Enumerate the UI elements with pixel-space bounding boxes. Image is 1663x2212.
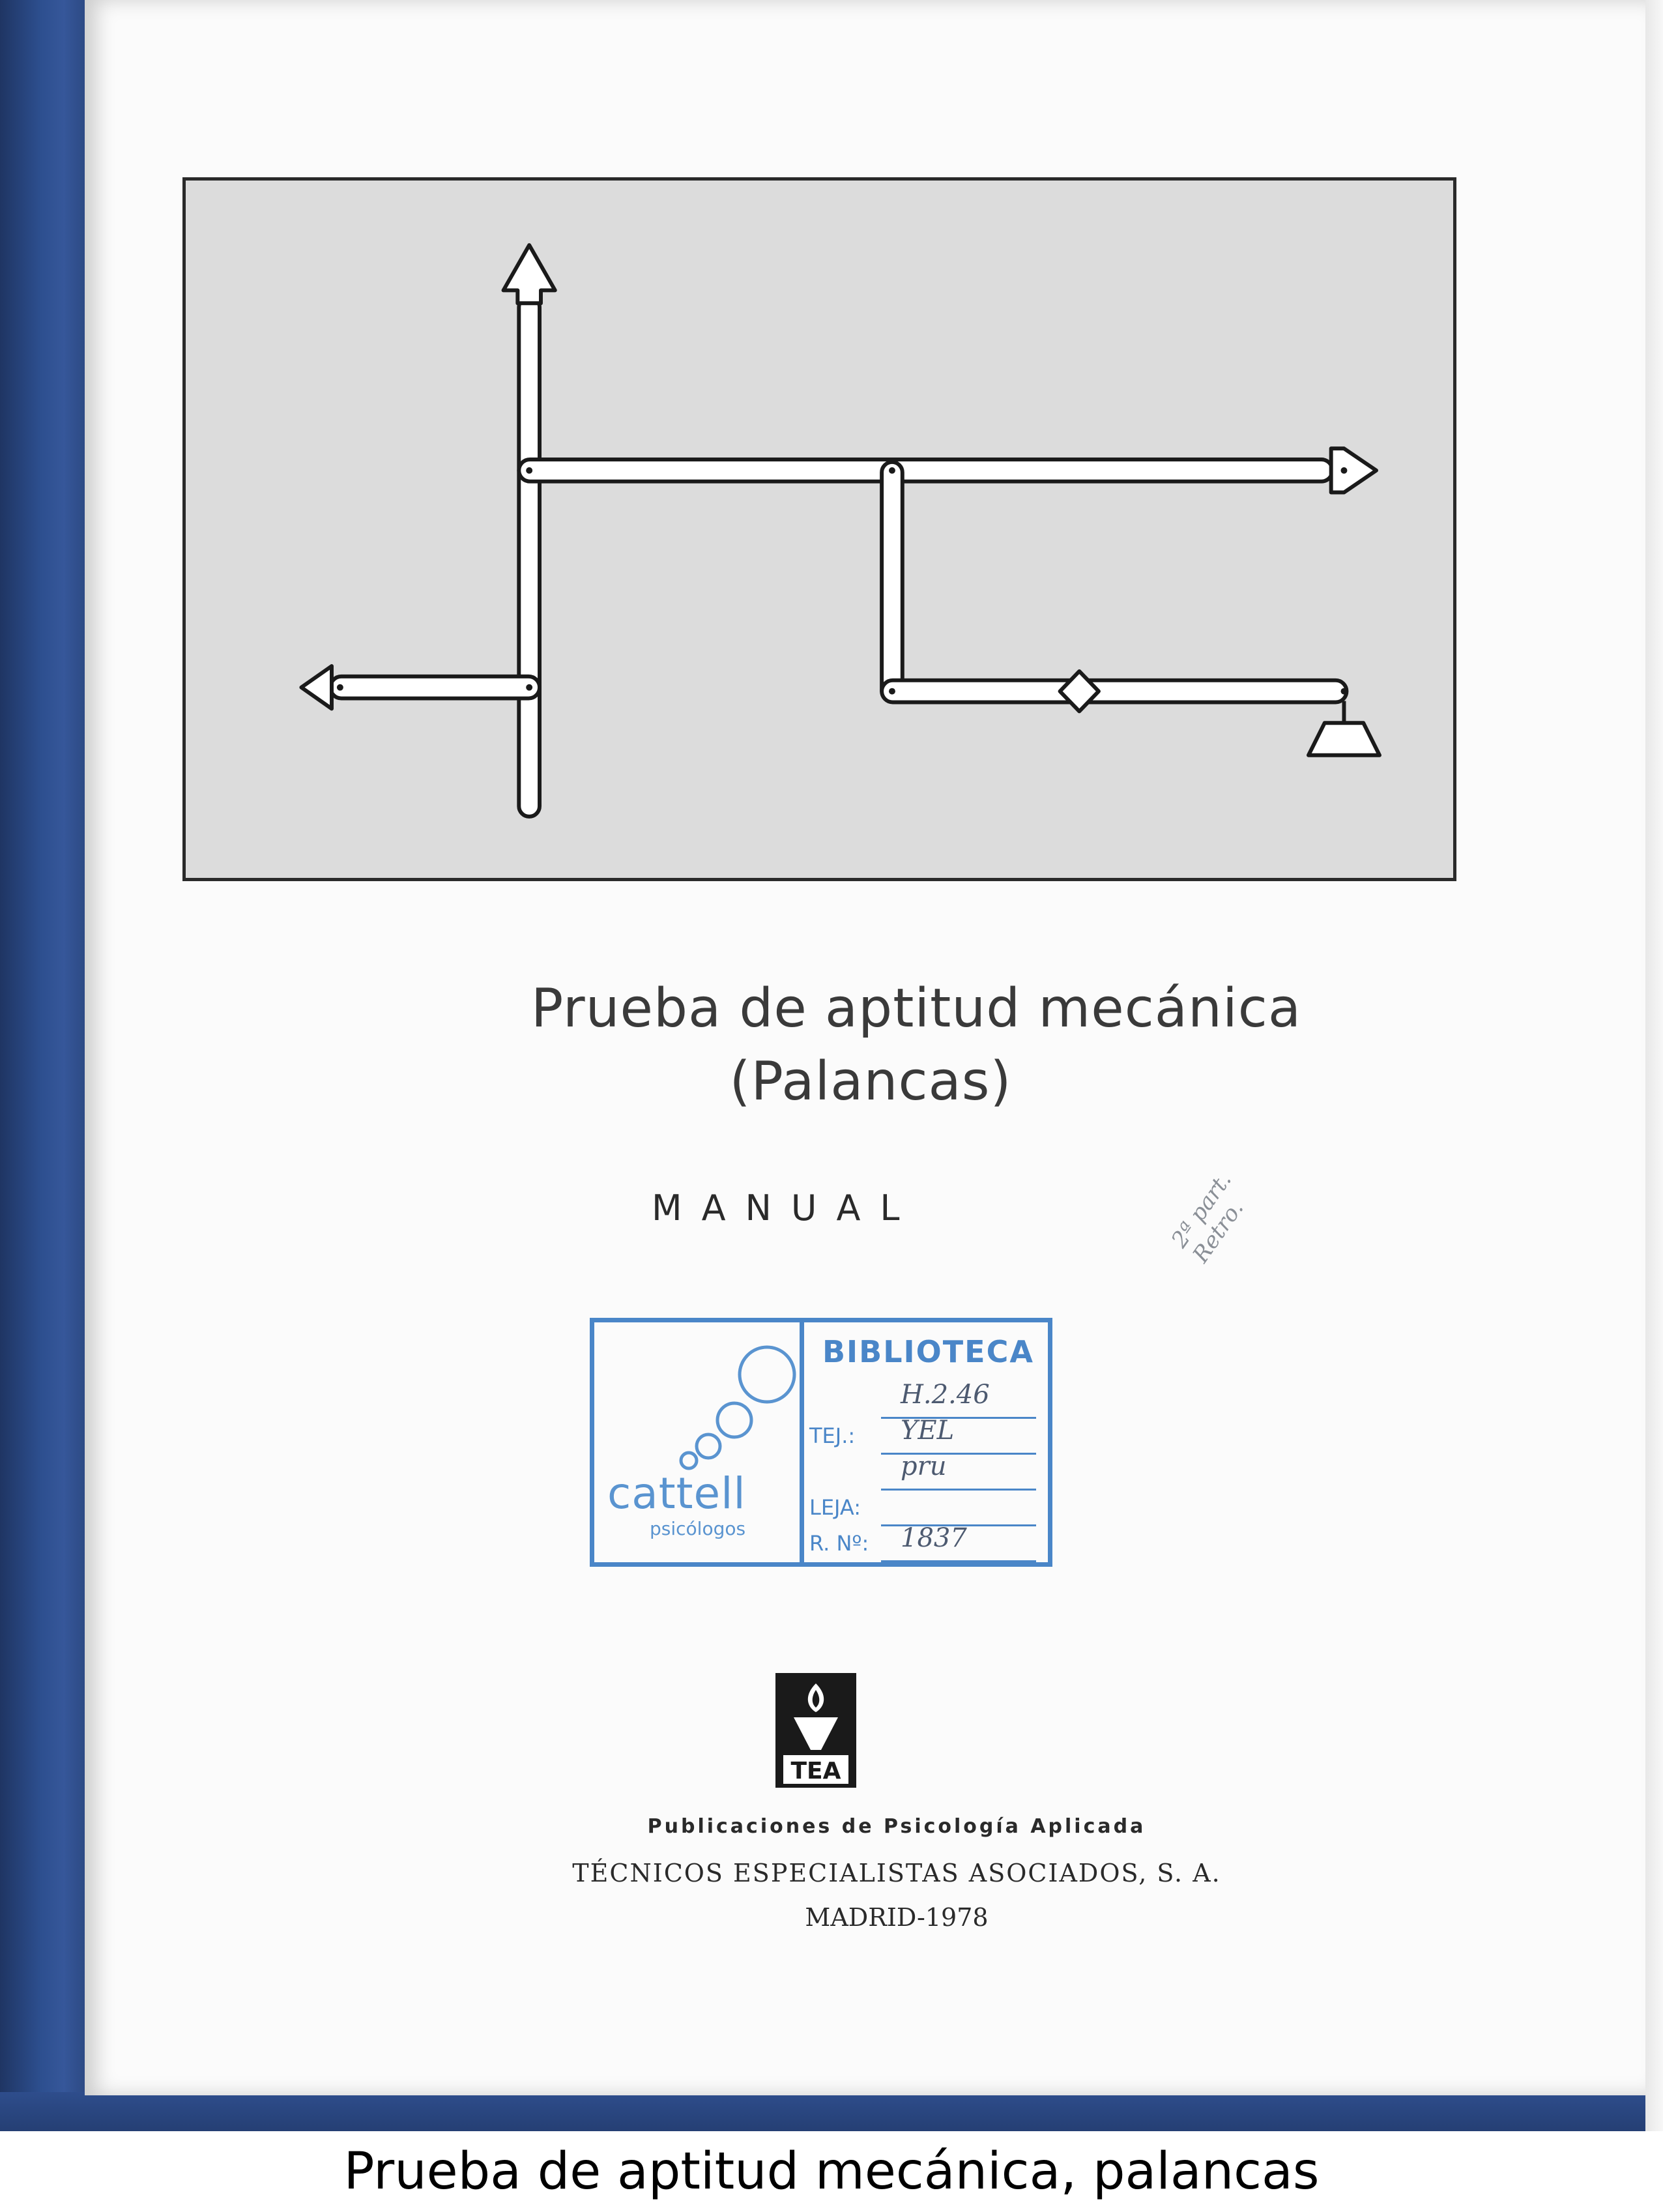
- lever-bottom-left: [330, 677, 540, 699]
- lever-bottom-right: [882, 680, 1346, 703]
- tea-logo: [774, 1672, 858, 1789]
- book-subtitle: (Palancas): [729, 1051, 1012, 1113]
- lever-vertical-left: [519, 297, 540, 817]
- stamp-row: [809, 1523, 1044, 1564]
- stamp-logo-subtitle: psicólogos: [650, 1518, 746, 1539]
- right-arrow-icon: [1331, 448, 1376, 492]
- bubbles-logo-icon: [607, 1329, 803, 1472]
- book-title: Prueba de aptitud mecánica: [530, 978, 1302, 1040]
- stamp-row-label: R. Nº:: [809, 1531, 869, 1556]
- stamp-row-handwriting: H.2.46: [901, 1380, 990, 1410]
- up-arrow-icon: [504, 245, 555, 303]
- lever-top-horizontal: [519, 459, 1332, 482]
- fulcrum-icon: [1060, 671, 1099, 711]
- lever-vertical-middle: [882, 462, 903, 701]
- handwritten-margin-note: 2ª part. Retro.: [1166, 1167, 1249, 1268]
- publisher-city-year: MADRID-1978: [805, 1903, 989, 1932]
- lever-illustration: [182, 177, 1456, 881]
- stamp-logo-word: cattell: [607, 1468, 746, 1519]
- library-stamp: [590, 1318, 1052, 1567]
- torch-icon: [774, 1672, 858, 1789]
- lever-diagram-icon: [186, 181, 1453, 878]
- stamp-row-label: TEJ.:: [809, 1423, 856, 1448]
- stamp-row-handwriting: 1837: [901, 1523, 967, 1553]
- stamp-row: [809, 1451, 1044, 1492]
- image-caption: Prueba de aptitud mecánica, palancas: [0, 2131, 1663, 2212]
- stamp-row-handwriting: YEL: [901, 1416, 955, 1446]
- stamp-row-handwriting: pru: [901, 1451, 947, 1481]
- stamp-fields: [809, 1380, 1044, 1570]
- publisher-company: TÉCNICOS ESPECIALISTAS ASOCIADOS, S. A.: [572, 1859, 1221, 1887]
- publisher-line: Publicaciones de Psicología Aplicada: [647, 1815, 1146, 1838]
- tea-logo-text: TEA: [790, 1758, 841, 1784]
- document-type: MANUAL: [652, 1187, 919, 1229]
- stamp-header: BIBLIOTECA: [822, 1334, 1034, 1369]
- stamp-divider: [800, 1322, 804, 1562]
- book-cover-edge: [0, 2092, 1663, 2131]
- stamp-row-label: LEJA:: [809, 1495, 861, 1520]
- weight-icon: [1309, 723, 1380, 755]
- left-arrow-icon: [301, 666, 332, 708]
